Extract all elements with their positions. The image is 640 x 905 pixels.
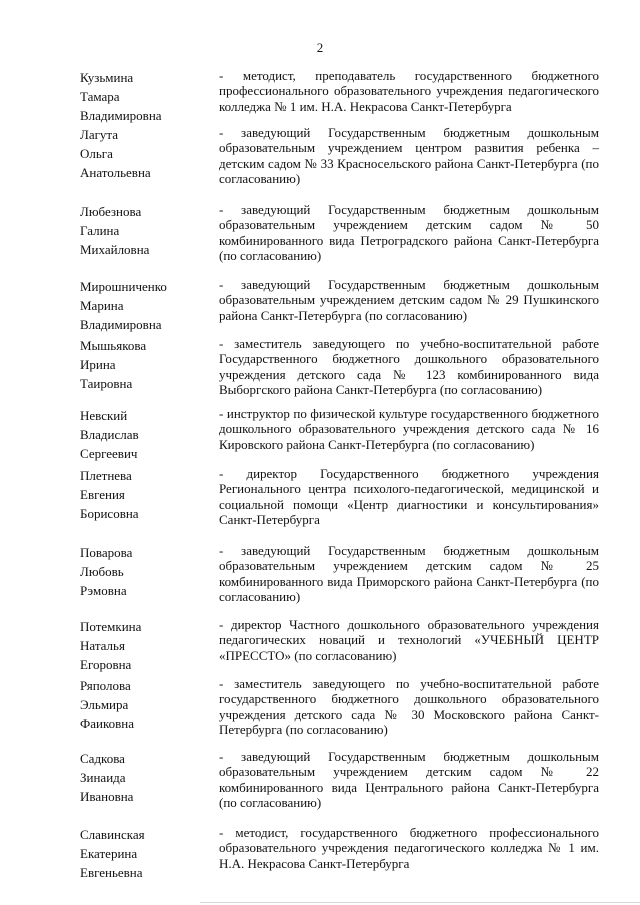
- first-name: Тамара: [80, 89, 120, 104]
- surname: Кузьмина: [80, 70, 134, 85]
- position-description: - методист, государственного бюджетного профессионального образовательного учреждения педагогического колледжа № 1 им. Н.А. Некрасова Санкт-Петербурга: [219, 825, 599, 871]
- surname: Плетнева: [80, 468, 132, 483]
- person-name: [80, 125, 220, 182]
- patronymic: Борисовна: [80, 506, 139, 521]
- surname: Садкова: [80, 751, 125, 766]
- surname: Мышьякова: [80, 338, 147, 353]
- person-name: [80, 68, 220, 125]
- first-name: Ирина: [80, 357, 116, 372]
- page-number: 2: [316, 40, 324, 55]
- patronymic: Фаиковна: [80, 716, 135, 731]
- surname: Любезнова: [80, 204, 142, 219]
- surname: Мирошниченко: [80, 279, 167, 294]
- person-name: [80, 466, 220, 523]
- first-name: Наталья: [80, 638, 125, 653]
- person-name: [80, 749, 220, 806]
- person-name: [80, 202, 220, 259]
- position-description: - заведующий Государственным бюджетным дошкольным образовательным учреждением детским садом № 22 комбинированного вида Центрального района Санкт-Петербурга (по согласованию): [219, 749, 599, 810]
- person-name: [80, 676, 220, 733]
- surname: Славинская: [80, 827, 145, 842]
- person-name: [80, 825, 220, 882]
- surname: Потемкина: [80, 619, 142, 634]
- surname: Ряполова: [80, 678, 131, 693]
- first-name: Зинаида: [80, 770, 126, 785]
- first-name: Эльмира: [80, 697, 129, 712]
- patronymic: Владимировна: [80, 108, 162, 123]
- position-description: - заведующий Государственным бюджетным дошкольным образовательным учреждением детским садом № 50 комбинированного вида Петроградского района Санкт-Петербурга (по согласованию): [219, 202, 599, 263]
- person-name: [80, 617, 220, 674]
- position-description: - заведующий Государственным бюджетным дошкольным образовательным учреждением детским садом № 29 Пушкинского района Санкт-Петербурга (по согласованию): [219, 277, 599, 323]
- person-name: [80, 406, 220, 463]
- first-name: Владислав: [80, 427, 139, 442]
- position-description: - заведующий Государственным бюджетным дошкольным образовательным учреждением детским садом № 25 комбинированного вида Приморского района Санкт-Петербурга (по согласованию): [219, 543, 599, 604]
- position-description: - заведующий Государственным бюджетным дошкольным образовательным учреждением центром развития ребенка – детским садом № 33 Красносельского района Санкт-Петербурга (по согласованию): [219, 125, 599, 186]
- page-bottom-rule: [200, 902, 640, 903]
- patronymic: Егоровна: [80, 657, 132, 672]
- patronymic: Евгеньевна: [80, 865, 143, 880]
- patronymic: Михайловна: [80, 242, 150, 257]
- patronymic: Владимировна: [80, 317, 162, 332]
- person-name: [80, 277, 220, 334]
- surname: Лагута: [80, 127, 119, 142]
- patronymic: Рэмовна: [80, 583, 127, 598]
- first-name: Евгения: [80, 487, 125, 502]
- position-description: - заместитель заведующего по учебно-воспитательной работе Государственного бюджетного дошкольного образовательного учреждения детского сада № 123 комбинированного вида Выборгского района Санкт-Петербурга (по согласованию): [219, 336, 599, 397]
- position-description: - инструктор по физической культуре государственного бюджетного дошкольного образовательного учреждения детского сада № 16 Кировского района Санкт-Петербурга (по согласованию): [219, 406, 599, 452]
- position-description: - заместитель заведующего по учебно-воспитательной работе государственного бюджетного дошкольного образовательного учреждения детского сада № 30 Московского района Санкт-Петербурга (по согласованию): [219, 676, 599, 737]
- first-name: Галина: [80, 223, 120, 238]
- patronymic: Анатольевна: [80, 165, 151, 180]
- position-description: - методист, преподаватель государственного бюджетного профессионального образовательного учреждения педагогического колледжа № 1 им. Н.А. Некрасова Санкт-Петербурга: [219, 68, 599, 114]
- patronymic: Таировна: [80, 376, 133, 391]
- surname: Невский: [80, 408, 128, 423]
- person-name: [80, 336, 220, 393]
- person-name: [80, 543, 220, 600]
- patronymic: Сергеевич: [80, 446, 138, 461]
- first-name: Любовь: [80, 564, 124, 579]
- first-name: Екатерина: [80, 846, 138, 861]
- first-name: Ольга: [80, 146, 113, 161]
- surname: Поварова: [80, 545, 133, 560]
- first-name: Марина: [80, 298, 124, 313]
- patronymic: Ивановна: [80, 789, 134, 804]
- position-description: - директор Частного дошкольного образовательного учреждения педагогических новаций и технологий «УЧЕБНЫЙ ЦЕНТР «ПРЕССТО» (по согласованию): [219, 617, 599, 663]
- position-description: - директор Государственного бюджетного учреждения Регионального центра психолого-педагогической, медицинской и социальной помощи «Центр диагностики и консультирования» Санкт-Петербурга: [219, 466, 599, 527]
